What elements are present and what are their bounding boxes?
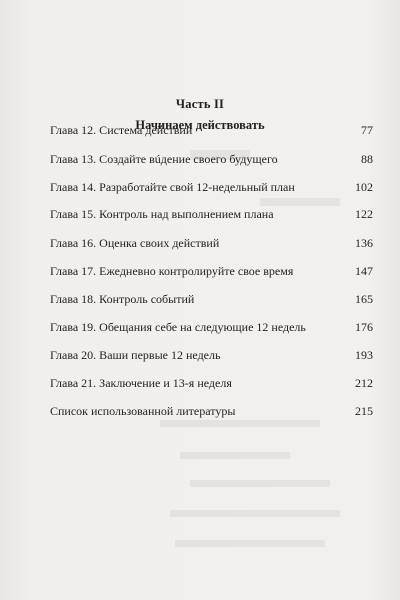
toc-entry[interactable] xyxy=(50,206,373,222)
toc-entry[interactable] xyxy=(50,403,373,419)
toc-entry-title: Глава 21. Заключение и 13-я неделя xyxy=(50,376,232,390)
part-title: Начинаем действовать xyxy=(135,118,265,132)
show-through-3 xyxy=(160,420,320,427)
toc-entry[interactable] xyxy=(50,235,373,251)
toc-entry-title: Список использованной литературы xyxy=(50,404,236,418)
toc-entry-page: 136 xyxy=(355,236,373,250)
toc-entry[interactable] xyxy=(50,347,373,363)
toc-entry-page: 102 xyxy=(355,180,373,194)
toc-entry-page: 212 xyxy=(355,376,373,390)
toc-entry-page: 147 xyxy=(355,264,373,278)
toc-entry[interactable] xyxy=(50,151,373,167)
toc-entry-title: Глава 19. Обещания себе на следующие 12 недель xyxy=(50,320,306,334)
toc-entry[interactable] xyxy=(50,179,373,195)
toc-entry-page: 193 xyxy=(355,348,373,362)
toc-entry-title: Глава 14. Разработайте свой 12-недельный план xyxy=(50,180,295,194)
toc-entry[interactable] xyxy=(50,122,373,138)
toc-entry-title: Глава 12. Система действий xyxy=(50,123,193,137)
show-through-4 xyxy=(180,452,290,459)
toc-entry-title: Глава 13. Создайте вúдение своего будущего xyxy=(50,152,278,166)
show-through-6 xyxy=(170,510,340,517)
toc-entry-page: 122 xyxy=(355,207,373,221)
show-through-5 xyxy=(190,480,330,487)
toc-entry-page: 215 xyxy=(355,404,373,418)
toc-entry-page: 165 xyxy=(355,292,373,306)
toc-entry-page: 176 xyxy=(355,320,373,334)
toc-entry-title: Глава 18. Контроль событий xyxy=(50,292,195,306)
show-through-7 xyxy=(175,540,325,547)
toc-entry-title: Глава 16. Оценка своих действий xyxy=(50,236,220,250)
toc-entry[interactable] xyxy=(50,375,373,391)
toc-entry-title: Глава 17. Ежедневно контролируйте свое время xyxy=(50,264,294,278)
toc-entry[interactable] xyxy=(50,263,373,279)
toc-entry[interactable] xyxy=(50,319,373,335)
toc-entry-title: Глава 15. Контроль над выполнением плана xyxy=(50,207,274,221)
toc-entry-title: Глава 20. Ваши первые 12 недель xyxy=(50,348,221,362)
toc-entry[interactable] xyxy=(50,291,373,307)
toc-entry-page: 88 xyxy=(361,152,373,166)
show-through-2 xyxy=(260,198,340,206)
part-label: Часть II xyxy=(175,97,225,111)
toc-entry-page: 77 xyxy=(361,123,373,137)
